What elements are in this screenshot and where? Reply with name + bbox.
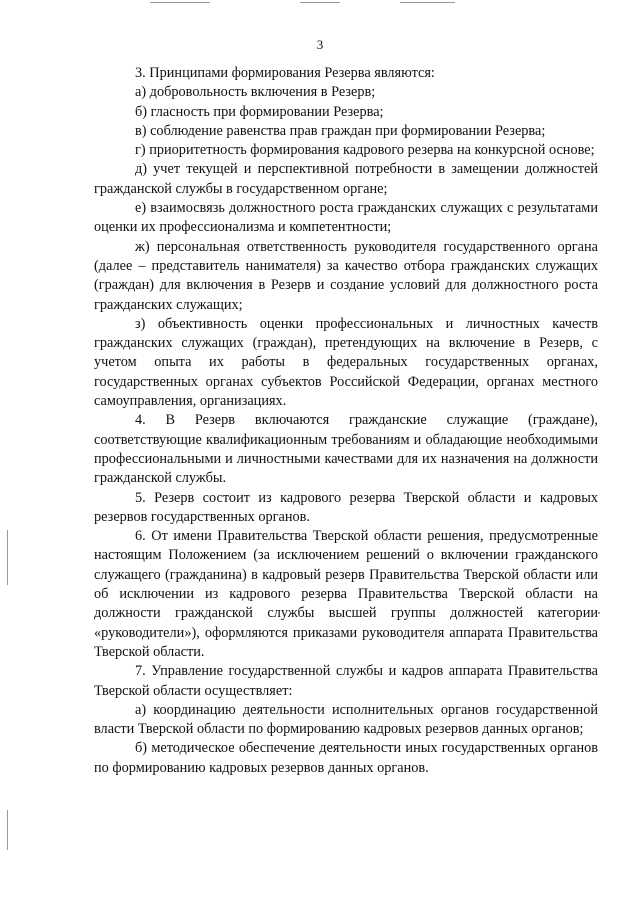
paragraph-item-6: 6. От имени Правительства Тверской области решения, предусмотренные настоящим Положением (за исключением решений о включении гражданского служащего (гражданина) в кадровый резерв Правительства Тверской области или об исключении из кадрового резерва Правительства Тверской области на должности гражданской службы высшей группы должностей категории «руководители»), оформляются приказами руководителя аппарата Правительства Тверской области.: [94, 528, 598, 660]
paragraph-principle-g: г) приоритетность формирования кадрового резерва на конкурсной основе;: [135, 142, 595, 159]
scan-artifact-left-1: [7, 530, 8, 585]
scan-artifact-right-1: [598, 612, 600, 614]
scan-artifact-left-2: [7, 810, 8, 850]
paragraph-item-7-b: б) методическое обеспечение деятельности иных государственных органов по формированию кадровых резервов данных органов.: [94, 740, 598, 776]
paragraph-principle-z: з) объективность оценки профессиональных и личностных качеств гражданских служащих (граждан), претендующих на включение в Резерв, с учетом опыта их работы в федеральных государственных органах, государственных органах субъектов Российской Федерации, органах местного самоуправления, организациях.: [94, 315, 598, 410]
paragraph-principle-d: д) учет текущей и перспективной потребности в замещении должностей гражданской службы в государственном органе;: [94, 161, 598, 197]
paragraph-item-7: 7. Управление государственной службы и кадров аппарата Правительства Тверской области осуществляет:: [94, 663, 598, 699]
paragraph-principles-heading: 3. Принципами формирования Резерва являются:: [135, 65, 435, 81]
paragraph-principle-b: б) гласность при формировании Резерва;: [135, 103, 384, 120]
scan-artifact-top-1: [150, 2, 210, 3]
paragraph-principle-e: е) взаимосвязь должностного роста гражданских служащих с результатами оценки их профессионализма и компетентности;: [94, 200, 598, 236]
paragraph-item-4: 4. В Резерв включаются гражданские служащие (граждане), соответствующие квалификационным требованиям и обладающие необходимыми профессиональными и личностными качествами для их назначения на должности гражданской службы.: [94, 412, 598, 487]
scan-artifact-top-2: [300, 2, 340, 3]
document-body: [94, 64, 598, 778]
paragraph-item-7-a: а) координацию деятельности исполнительных органов государственной власти Тверской области по формированию кадровых резервов данных органов;: [94, 701, 598, 738]
page-number: 3: [316, 37, 324, 52]
paragraph-principle-a: а) добровольность включения в Резерв;: [135, 84, 376, 101]
scan-artifact-top-3: [400, 2, 455, 3]
paragraph-principle-zh: ж) персональная ответственность руководителя государственного органа (далее – представитель нанимателя) за качество отбора гражданских служащих (граждан) для включения в Резерв и создание условий для должностного роста гражданских служащих;: [94, 238, 598, 313]
paragraph-principle-v: в) соблюдение равенства прав граждан при формировании Резерва;: [135, 122, 546, 139]
paragraph-item-5: 5. Резерв состоит из кадрового резерва Тверской области и кадровых резервов государственных органов.: [94, 489, 598, 525]
